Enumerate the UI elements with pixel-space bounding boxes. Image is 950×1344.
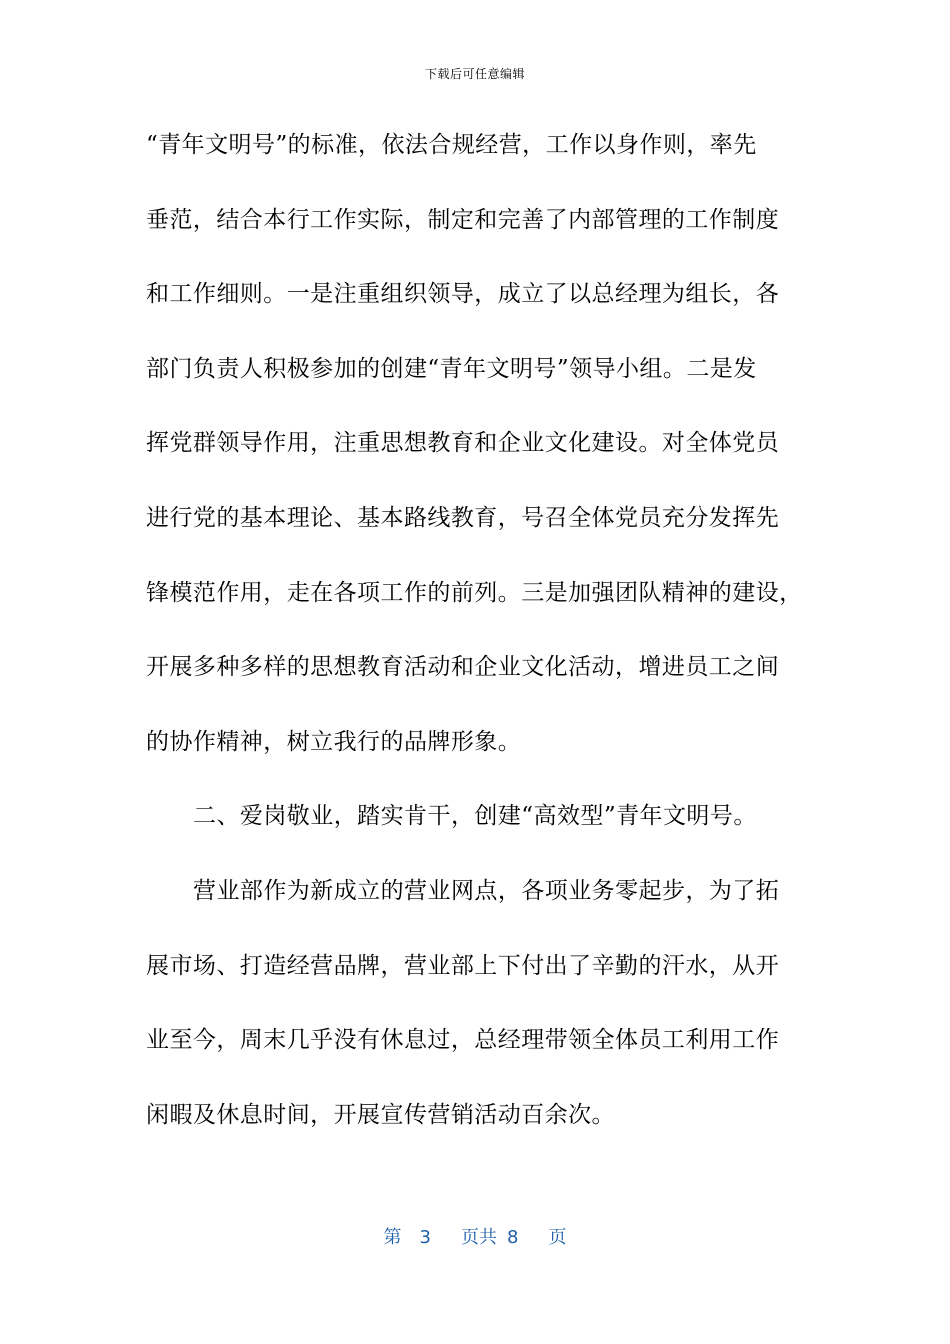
body-line: 和工作细则。一是注重组织领导，成立了以总经理为组长，各 [146,281,780,308]
document-body [146,108,811,1152]
body-line: 开展多种多样的思想教育活动和企业文化活动，增进员工之间 [146,654,780,681]
body-line: 进行党的基本理论、基本路线教育，号召全体党员充分发挥先 [146,504,780,531]
footer-middle: 页共 [461,1227,497,1248]
body-line: 的协作精神，树立我行的品牌形象。 [146,728,522,755]
body-line: 营业部作为新成立的营业网点，各项业务零起步，为了拓 [193,877,780,904]
current-page-number: 3 [419,1227,431,1248]
body-line: 部门负责人积极参加的创建“青年文明号”领导小组。二是发 [146,355,757,382]
page-header: 下载后可任意编辑 [424,67,525,81]
body-line: 垂范，结合本行工作实际，制定和完善了内部管理的工作制度 [146,206,780,233]
body-line: 闲暇及休息时间，开展宣传营销活动百余次。 [146,1101,615,1128]
footer-prefix: 第 [383,1227,402,1248]
body-line: 业至今，周末几乎没有休息过，总经理带领全体员工利用工作 [146,1027,780,1054]
body-line: 展市场、打造经营品牌，营业部上下付出了辛勤的汗水，从开 [146,952,780,979]
body-line: “青年文明号”的标准，依法合规经营，工作以身作则，率先 [146,132,757,158]
body-line: 锋模范作用，走在各项工作的前列。三是加强团队精神的建设， [146,579,803,606]
body-line: 挥党群领导作用，注重思想教育和企业文化建设。对全体党员 [146,430,780,457]
page-footer [0,1226,950,1250]
footer-suffix: 页 [548,1227,567,1248]
section-heading: 二、爱岗敬业，踏实肯干，创建“高效型”青年文明号。 [193,803,757,830]
total-pages-number: 8 [507,1227,519,1248]
